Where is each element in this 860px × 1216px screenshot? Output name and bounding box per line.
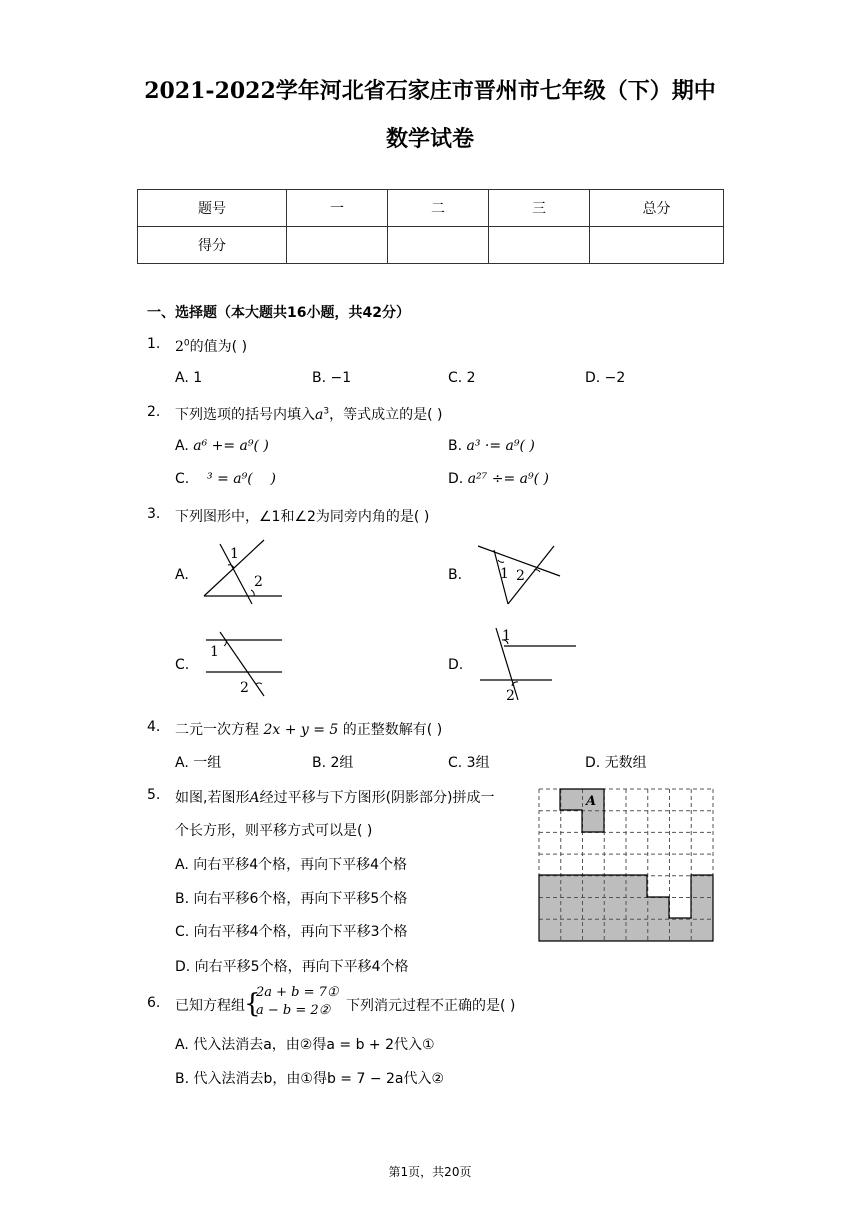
option-label: C. bbox=[175, 471, 190, 487]
angle-figure-c bbox=[198, 630, 288, 702]
math-variable: A bbox=[249, 790, 260, 806]
question-number: 3. bbox=[147, 506, 161, 522]
option-c[interactable]: C. 3组 bbox=[448, 755, 490, 771]
option-b[interactable]: B. −1 bbox=[312, 370, 352, 386]
question-stem-text: 已知方程组 bbox=[175, 998, 245, 1014]
score-header-cell: 总分 bbox=[590, 190, 724, 227]
score-header-cell: 二 bbox=[388, 190, 489, 227]
angle-label-1: 1 bbox=[500, 566, 509, 582]
score-input-cell[interactable] bbox=[590, 227, 724, 264]
option-label: A. bbox=[175, 438, 189, 454]
shape-label-a: A bbox=[586, 794, 597, 809]
question-stem-text: 的值为( ) bbox=[189, 339, 248, 355]
option-d[interactable]: D. bbox=[448, 657, 464, 673]
question-number: 6. bbox=[147, 995, 161, 1011]
option-b[interactable] bbox=[448, 438, 535, 454]
option-a[interactable]: A. 1 bbox=[175, 370, 203, 386]
question-stem-text: 的正整数解有( ) bbox=[342, 722, 443, 738]
option-a[interactable]: A. 代入法消去a，由②得a = b + 2代入① bbox=[175, 1037, 435, 1053]
question-number: 1. bbox=[147, 336, 161, 352]
angle-figure-b bbox=[474, 542, 564, 608]
score-table bbox=[137, 189, 724, 264]
question-stem-text: 如图,若图形 bbox=[175, 790, 250, 806]
option-d[interactable]: D. 向右平移5个格，再向下平移4个格 bbox=[175, 959, 409, 975]
option-expression: a³ ·= a⁹( ) bbox=[466, 438, 535, 454]
angle-figure-a bbox=[198, 538, 288, 606]
angle-label-2: 2 bbox=[240, 680, 249, 696]
angle-label-1: 1 bbox=[502, 628, 511, 644]
power-exponent: 3 bbox=[323, 406, 330, 417]
math-variable: a bbox=[315, 407, 324, 423]
option-b[interactable]: B. bbox=[448, 567, 463, 583]
option-expression: a⁶ += a⁹( ) bbox=[193, 438, 269, 454]
option-label: D. bbox=[448, 471, 464, 487]
option-d[interactable]: D. −2 bbox=[585, 370, 626, 386]
angle-arc bbox=[251, 590, 254, 596]
page-subtitle: 数学试卷 bbox=[385, 126, 474, 152]
angle-label-2: 2 bbox=[506, 688, 515, 702]
option-a[interactable]: A. 一组 bbox=[175, 755, 222, 771]
option-b[interactable]: B. 向右平移6个格，再向下平移5个格 bbox=[175, 891, 408, 907]
power-base: 2 bbox=[175, 339, 184, 355]
score-input-cell[interactable] bbox=[489, 227, 590, 264]
score-input-cell[interactable] bbox=[388, 227, 489, 264]
question-stem-line2: 个长方形，则平移方式可以是( ) bbox=[175, 823, 373, 839]
question-stem bbox=[175, 404, 442, 424]
angle-arc bbox=[498, 560, 504, 562]
question-stem-text: 二元一次方程 bbox=[175, 722, 259, 738]
option-d[interactable] bbox=[448, 471, 549, 487]
question-number: 2. bbox=[147, 404, 161, 420]
question-number: 4. bbox=[147, 719, 161, 735]
score-header-cell: 题号 bbox=[138, 190, 287, 227]
power-exponent: 0 bbox=[183, 338, 190, 349]
page-footer: 第1页，共20页 bbox=[388, 1165, 472, 1179]
question-number: 5. bbox=[147, 787, 161, 803]
option-c[interactable] bbox=[175, 471, 276, 487]
angle-arc bbox=[224, 640, 226, 646]
question-stem bbox=[175, 336, 247, 356]
score-header-cell: 一 bbox=[287, 190, 388, 227]
system-equation-1: 2a + b = 7① bbox=[256, 985, 339, 1000]
angle-label-1: 1 bbox=[230, 546, 239, 562]
option-a[interactable]: A. 向右平移4个格，再向下平移4个格 bbox=[175, 857, 408, 873]
score-table-score-row bbox=[138, 227, 724, 264]
angle-label-2: 2 bbox=[254, 574, 263, 590]
option-b[interactable]: B. 2组 bbox=[312, 755, 354, 771]
question-stem: 下列图形中，∠1和∠2为同旁内角的是( ) bbox=[175, 509, 430, 525]
angle-label-1: 1 bbox=[210, 644, 219, 660]
option-c[interactable]: C. 向右平移4个格，再向下平移3个格 bbox=[175, 924, 408, 940]
question-stem bbox=[175, 719, 442, 739]
question-stem-text: 下列选项的括号内填入 bbox=[175, 407, 315, 423]
angle-label-2: 2 bbox=[516, 568, 525, 584]
translation-grid-figure bbox=[538, 788, 714, 942]
option-expression: a²⁷ ÷= a⁹( ) bbox=[467, 471, 549, 487]
angle-figure-d bbox=[476, 626, 580, 702]
score-table-header-row bbox=[138, 190, 724, 227]
score-row-label: 得分 bbox=[138, 227, 287, 264]
option-b[interactable]: B. 代入法消去b，由①得b = 7 − 2a代入② bbox=[175, 1071, 445, 1087]
option-c[interactable]: C. 2 bbox=[448, 370, 476, 386]
page-title: 2021-2022学年河北省石家庄市晋州市七年级（下）期中 bbox=[144, 78, 716, 104]
option-expression: ³ = a⁹( ) bbox=[193, 471, 276, 487]
question-stem bbox=[175, 787, 495, 807]
option-c[interactable]: C. bbox=[175, 657, 190, 673]
option-label: B. bbox=[448, 438, 463, 454]
system-brace: { bbox=[244, 989, 261, 1019]
score-header-cell: 三 bbox=[489, 190, 590, 227]
section-heading: 一、选择题（本大题共16小题，共42分） bbox=[147, 305, 410, 321]
question-stem-text: ，等式成立的是( ) bbox=[329, 407, 443, 423]
question-stem-text: 经过平移与下方图形(阴影部分)拼成一 bbox=[259, 790, 495, 806]
question-stem-text: 下列消元过程不正确的是( ) bbox=[346, 998, 516, 1014]
math-equation: 2x + y = 5 bbox=[263, 722, 339, 738]
angle-arc bbox=[256, 683, 262, 684]
option-a[interactable] bbox=[175, 438, 269, 454]
score-input-cell[interactable] bbox=[287, 227, 388, 264]
option-a[interactable]: A. bbox=[175, 567, 189, 583]
option-d[interactable]: D. 无数组 bbox=[585, 755, 647, 771]
system-equation-2: a − b = 2② bbox=[256, 1003, 331, 1018]
